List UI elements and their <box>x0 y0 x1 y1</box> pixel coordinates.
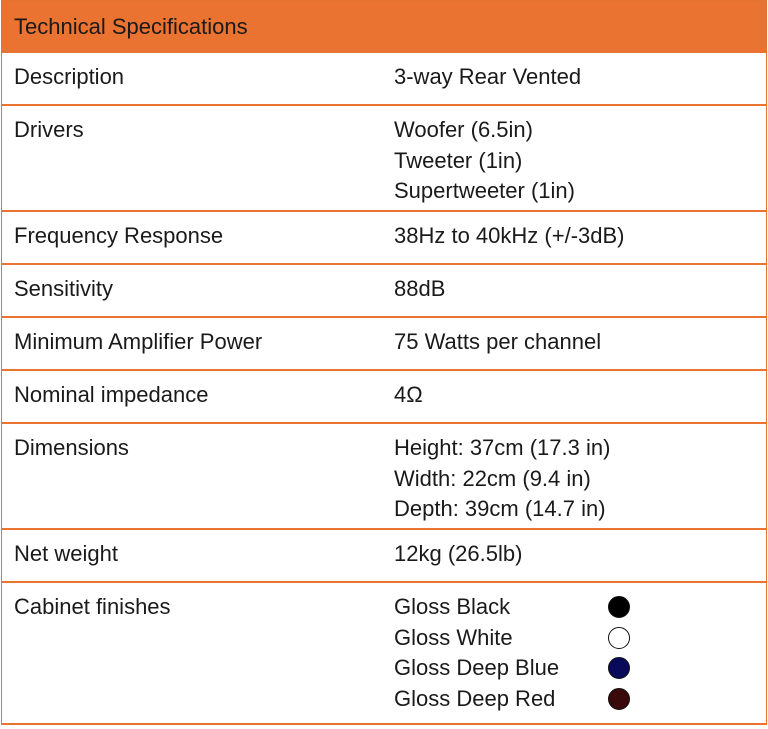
finish-item-gloss-deep-blue <box>394 653 766 684</box>
spec-label: Net weight <box>14 541 118 566</box>
spec-row-drivers <box>1 106 767 212</box>
spec-value: 12kg (26.5lb) <box>394 541 523 566</box>
finish-name: Gloss Black <box>394 594 511 619</box>
spec-value: 38Hz to 40kHz (+/-3dB) <box>394 223 625 248</box>
spec-value: 4Ω <box>394 382 423 407</box>
spec-row-sensitivity <box>1 265 767 318</box>
spec-table <box>1 0 767 725</box>
finish-item-gloss-black <box>394 592 766 623</box>
spec-row-dimensions <box>1 424 767 530</box>
spec-row-description <box>1 53 767 106</box>
finish-list <box>394 583 766 723</box>
color-swatch-icon <box>608 688 630 710</box>
spec-value: Tweeter (1in) <box>394 147 523 173</box>
spec-value: Width: 22cm (9.4 in) <box>394 465 591 491</box>
spec-value: Depth: 39cm (14.7 in) <box>394 496 606 521</box>
color-swatch-icon <box>608 596 630 618</box>
spec-row-cabinet-finishes <box>1 583 767 725</box>
spec-values <box>394 318 766 369</box>
spec-values <box>394 53 766 104</box>
spec-label: Sensitivity <box>14 276 114 301</box>
spec-values <box>394 424 766 528</box>
color-swatch-icon <box>608 627 630 649</box>
spec-label: Minimum Amplifier Power <box>14 329 263 354</box>
spec-row-net-weight <box>1 530 767 583</box>
spec-row-nominal-impedance <box>1 371 767 424</box>
spec-values <box>394 265 766 316</box>
finish-item-gloss-white <box>394 623 766 654</box>
spec-value: 88dB <box>394 276 446 301</box>
spec-label: Nominal impedance <box>14 382 209 407</box>
spec-values <box>394 371 766 422</box>
spec-label: Cabinet finishes <box>14 594 171 619</box>
spec-values <box>394 212 766 263</box>
spec-label: Frequency Response <box>14 223 224 248</box>
spec-label: Dimensions <box>14 435 129 460</box>
color-swatch-icon <box>608 657 630 679</box>
finish-item-gloss-deep-red <box>394 684 766 715</box>
spec-row-frequency-response <box>1 212 767 265</box>
spec-table-header <box>1 0 767 53</box>
spec-row-minimum-amplifier-power <box>1 318 767 371</box>
spec-values <box>394 106 766 210</box>
spec-value: 75 Watts per channel <box>394 329 602 354</box>
spec-label: Description <box>14 64 125 89</box>
spec-value: 3-way Rear Vented <box>394 64 582 89</box>
spec-value: Supertweeter (1in) <box>394 178 575 203</box>
spec-values <box>394 530 766 581</box>
spec-label: Drivers <box>14 117 84 142</box>
spec-table-title: Technical Specifications <box>14 13 248 39</box>
spec-value: Height: 37cm (17.3 in) <box>394 435 611 460</box>
finish-name: Gloss Deep Red <box>394 685 556 711</box>
spec-value: Woofer (6.5in) <box>394 117 533 142</box>
finish-name: Gloss Deep Blue <box>394 655 560 680</box>
finish-name: Gloss White <box>394 624 513 650</box>
